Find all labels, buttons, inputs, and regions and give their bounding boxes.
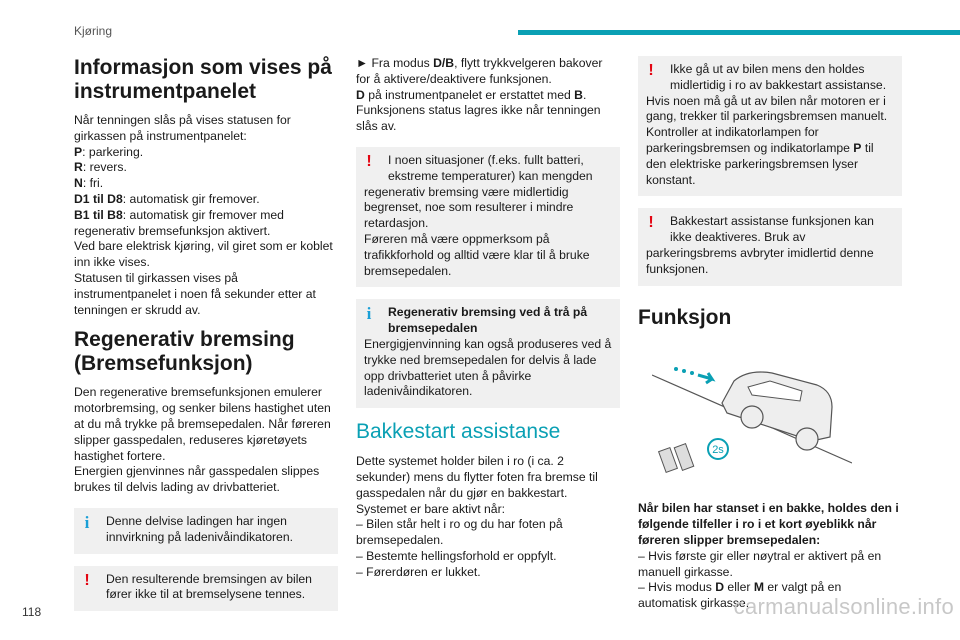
chapter-title: Kjøring	[74, 24, 113, 38]
gear-r-line: R: revers.	[74, 160, 127, 175]
warning-icon: !	[648, 62, 654, 79]
warning-box-limited-regen: ! I noen situasjoner (f.eks. fullt batteri, ekstreme temperaturer) kan mengden regenerativ bremsing være midlertidig begrenset, noe som resulterer i mindre retardasjon. Føreren må være oppmerksom på trafikkforhold og alltid være klar til å bruke bremsepedalen.	[356, 147, 620, 287]
replace-note: D på instrumentpanelet er erstattet med B.	[356, 87, 587, 102]
warning-box-cannot-deactivate: ! Bakkestart assistanse funksjonen kan ikke deaktiveres. Bruk av parkeringsbrems avbryter imidlertid denne funksjonen.	[638, 208, 902, 285]
warning-icon: !	[84, 571, 90, 589]
header-accent-bar	[518, 30, 960, 35]
gear-p-line: P: parkering.	[74, 144, 144, 159]
saved-note: Funksjonens status lagres ikke når tenningen slås av.	[356, 103, 601, 134]
warning-box-do-not-exit: ! Ikke gå ut av bilen mens den holdes midlertidig i ro av bakkestart assistanse. Hvis noen må gå ut av bilen når motoren er i gang, trekker til parkeringsbremsen manuelt. Kontroller at indikatorlampen for parkeringsbremsen og indikatorlampe P til den elektriske parkeringsbremsen lyser konstant.	[638, 56, 902, 196]
two-seconds-label: 2s	[712, 443, 724, 456]
dashboard-intro: Når tenningen slås på vises statusen for girkassen på instrumentpanelet:	[74, 113, 291, 143]
section-title-hill-start: Bakkestart assistanse	[356, 420, 561, 444]
function-case-2: – Hvis modus D eller M er valgt på en automatisk girkasse.	[638, 580, 842, 611]
electric-note: Ved bare elektrisk kjøring, vil giret som er koblet inn ikke vises.	[74, 239, 333, 270]
section-title-regen: Regenerativ bremsing (Bremsefunksjon)	[74, 328, 295, 376]
column-2	[356, 56, 620, 581]
regen-paragraph-2: Energien gjenvinnes når gasspedalen slippes brukes til delvis lading av drivbatteriet.	[74, 464, 320, 495]
watermark: carmanualsonline.info	[733, 594, 954, 619]
gear-b-line: B1 til B8: automatisk gir fremover med regenerativ bremsefunksjon aktivert.	[74, 207, 284, 238]
hill-condition-1: – Bilen står helt i ro og du har foten på bremsepedalen.	[356, 517, 563, 548]
gear-n-line: N: fri.	[74, 176, 104, 191]
regen-paragraph-1: Den regenerative bremsefunksjonen emulerer motorbremsing, og senker bilens hastighet uten at du må trykke på bremsepedalen. Når føreren slipper gasspedalen, reduseres kjøretøyets hastighet fortere.	[74, 385, 331, 463]
info-icon: i	[366, 304, 372, 324]
info-box-brake-pedal-regen: i Regenerativ bremsing ved å trå på bremsepedalen Energigjenvinning kan også produseres ved å trykke ned bremsepedalen for delvis å lade opp drivbatteriet uten å påvirke ladenivåindikatoren.	[356, 299, 620, 408]
section-title-dashboard-info: Informasjon som vises på instrumentpanelet	[74, 56, 332, 103]
column-1	[74, 56, 338, 623]
warning-icon: !	[648, 214, 654, 232]
column-3	[638, 56, 902, 612]
hill-condition-2: – Bestemte hellingsforhold er oppfylt.	[356, 548, 557, 563]
page-number: 118	[22, 605, 42, 619]
warning-icon: !	[366, 152, 372, 170]
hill-paragraph-1: Dette systemet holder bilen i ro (i ca. 2 sekunder) mens du flytter foten fra bremse til gasspedalen når du gjør en bakkestart.	[356, 454, 598, 500]
info-box-partial-charging: i Denne delvise ladingen har ingen innvirkning på ladenivåindikatoren.	[74, 508, 338, 554]
hill-start-illustration	[652, 351, 852, 481]
info-icon: i	[84, 512, 90, 532]
hill-condition-3: – Førerdøren er lukket.	[356, 564, 481, 579]
status-note: Statusen til girkassen vises på instrumentpanelet i noen få sekunder etter at tenningen er skrudd av.	[74, 270, 316, 317]
function-intro: Når bilen har stanset i en bakke, holdes den i følgende tilfeller i ro i et kort øyeblikk når føreren slipper bremsepedalen:	[638, 501, 899, 547]
gear-d-line: D1 til D8: automatisk gir fremover.	[74, 191, 260, 206]
section-title-function: Funksjon	[638, 305, 732, 329]
toggle-instruction: ► Fra modus D/B, flytt trykkvelgeren bakover for å aktivere/deaktivere funksjonen.	[356, 56, 603, 86]
function-case-1: – Hvis første gir eller nøytral er aktivert på en manuell girkasse.	[638, 548, 882, 579]
hill-paragraph-2: Systemet er bare aktivt når:	[356, 501, 506, 516]
warning-box-brake-lights: ! Den resulterende bremsingen av bilen fører ikke til at bremselysene tennes.	[74, 566, 338, 612]
